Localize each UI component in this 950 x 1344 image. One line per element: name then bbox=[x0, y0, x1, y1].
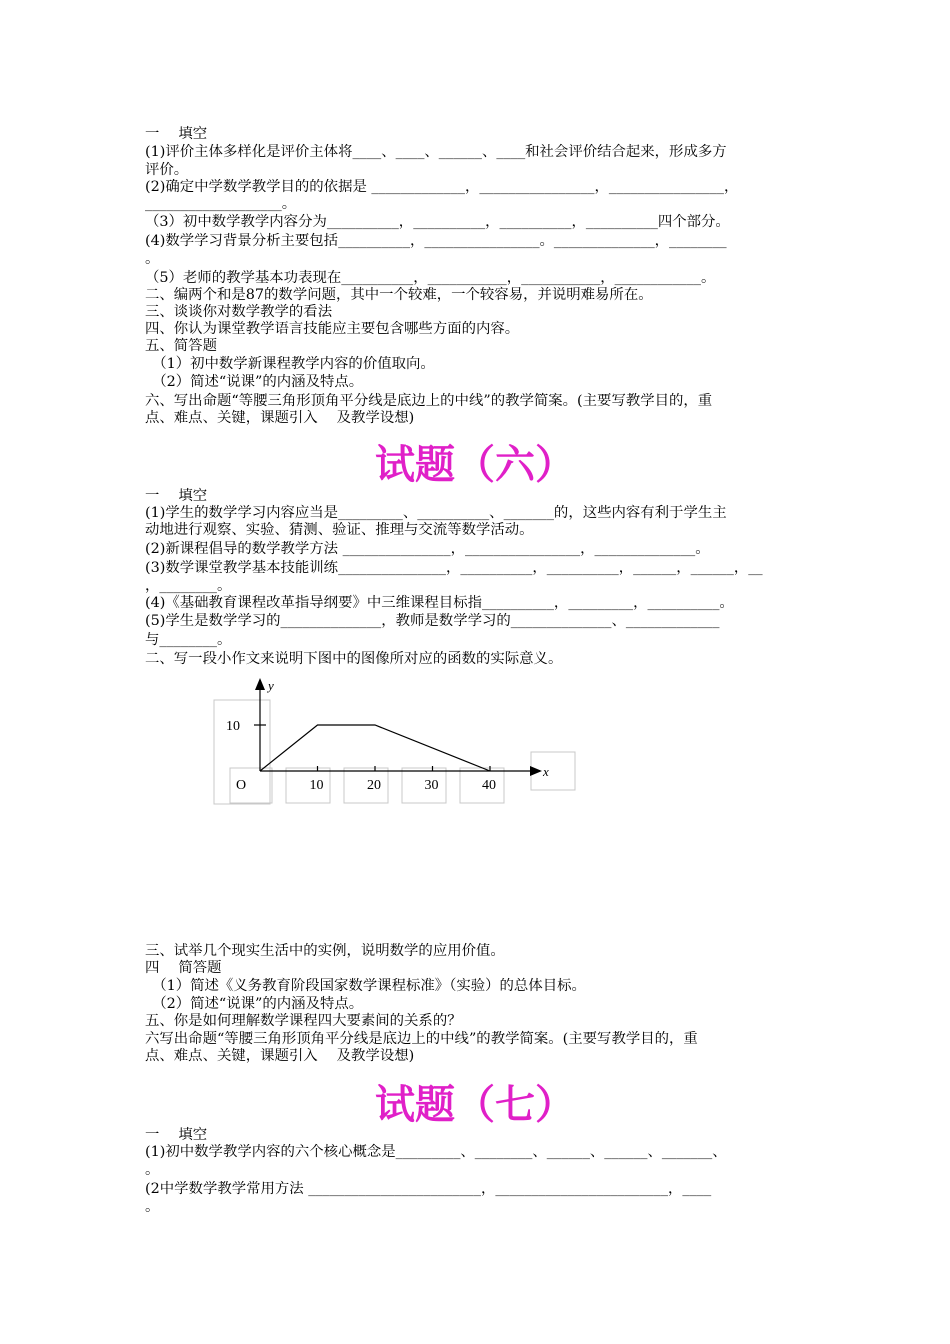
y-tick-label: 10 bbox=[226, 719, 240, 734]
text-line: 六写出命题“等腰三角形顶角平分线是底边上的中线”的教学简案。(主要写教学目的，重 bbox=[145, 1031, 698, 1047]
text-line: (1)学生的数学学习内容应当是_________、__________、_______的，这些内容有利于学生主 bbox=[145, 505, 727, 521]
text-line: （5）老师的教学基本功表现在__________，___________，___________，____________。 bbox=[145, 270, 716, 286]
text-line: 与________。 bbox=[145, 632, 232, 648]
text-line: （1）简述《义务教育阶段国家数学课程标准》（实验）的总体目标。 bbox=[145, 978, 586, 994]
x-axis-arrow bbox=[530, 766, 542, 776]
exam-title-six: 试题（六） bbox=[375, 442, 575, 488]
label-boxes bbox=[214, 700, 575, 804]
text-line: 五、你是如何理解数学课程四大要素间的关系的？ bbox=[145, 1013, 462, 1029]
text-line: 三、试举几个现实生活中的实例，说明数学的应用价值。 bbox=[145, 943, 505, 959]
text-line: (1)评价主体多样化是评价主体将____、____、______、____和社会评价结合起来，形成多方 bbox=[145, 144, 727, 160]
y-axis-label: y bbox=[268, 678, 274, 693]
text-line: （2）简述“说课”的内涵及特点。 bbox=[145, 996, 364, 1012]
section-d-heading: 一 填空 bbox=[145, 1127, 208, 1143]
text-line: （2）简述“说课”的内涵及特点。 bbox=[145, 374, 364, 390]
text-line: ，________。 bbox=[145, 578, 232, 594]
section-b-heading: 一 填空 bbox=[145, 488, 208, 504]
text-line: 。 bbox=[145, 251, 160, 267]
text-line: 。 bbox=[145, 1162, 160, 1178]
series-line bbox=[260, 725, 490, 771]
text-line: ___________________。 bbox=[145, 196, 297, 212]
text-line: (2中学数学教学常用方法 ________________________，________________________，____ bbox=[145, 1181, 712, 1197]
section-a-heading: 一 填空 bbox=[145, 126, 208, 142]
text-line: 二、编两个和是87的数学问题，其中一个较难，一个较容易，并说明难易所在。 bbox=[145, 287, 653, 303]
x-tick-label: 10 bbox=[309, 778, 324, 793]
text-line: 三、谈谈你对数学教学的看法 bbox=[145, 304, 333, 320]
function-graph bbox=[212, 668, 592, 808]
text-line: (1)初中数学教学内容的六个核心概念是_________、________、______、______、_______、 bbox=[145, 1144, 727, 1160]
text-line: （3）初中数学教学内容分为__________，__________，__________，__________四个部分。 bbox=[145, 214, 730, 230]
xtick-box bbox=[344, 768, 388, 803]
section-c-heading: 四 简答题 bbox=[145, 960, 222, 976]
exam-title-seven: 试题（七） bbox=[375, 1082, 575, 1128]
text-line: 四、你认为课堂教学语言技能应主要包含哪些方面的内容。 bbox=[145, 321, 520, 337]
text-line: 二、写一段小作文来说明下图中的图像所对应的函数的实际意义。 bbox=[145, 651, 563, 667]
text-line: 六、写出命题“等腰三角形顶角平分线是底边上的中线”的教学简案。(主要写教学目的，重 bbox=[145, 393, 713, 409]
text-line: (5)学生是数学学习的______________，教师是数学学习的______________、_____________ bbox=[145, 613, 720, 629]
text-line: 点、难点、关键，课题引入 及教学设想) bbox=[145, 410, 415, 426]
text-line: (3)数学课堂教学基本技能训练_______________，__________，__________，______，______，__ bbox=[145, 560, 763, 576]
text-line: （1）初中数学新课程教学内容的价值取向。 bbox=[145, 356, 435, 372]
x-tick-label: 20 bbox=[367, 778, 381, 793]
text-line: 点、难点、关键，课题引入 及教学设想) bbox=[145, 1048, 415, 1064]
text-line: 评价。 bbox=[145, 162, 189, 178]
x-axis-label: x bbox=[543, 764, 549, 779]
text-line: 动地进行观察、实验、猜测、验证、推理与交流等数学活动。 bbox=[145, 522, 534, 538]
text-line: 五、简答题 bbox=[145, 338, 217, 354]
x-tick-label: 30 bbox=[424, 778, 439, 793]
text-line: (4)数学学习背景分析主要包括__________，________________。______________，________ bbox=[145, 233, 727, 249]
text-line: (2)新课程倡导的数学教学方法 _______________，________________，______________。 bbox=[145, 541, 710, 557]
text-line: 。 bbox=[145, 1199, 160, 1215]
text-line: (2)确定中学数学教学目的的依据是 _____________，________________，________________， bbox=[145, 179, 739, 195]
origin-label: O bbox=[236, 778, 247, 793]
x-tick-label: 40 bbox=[482, 778, 496, 793]
y-axis-arrow bbox=[255, 678, 265, 690]
text-line: (4)《基础教育课程改革指导纲要》中三维课程目标指__________，_________，__________。 bbox=[145, 595, 734, 611]
